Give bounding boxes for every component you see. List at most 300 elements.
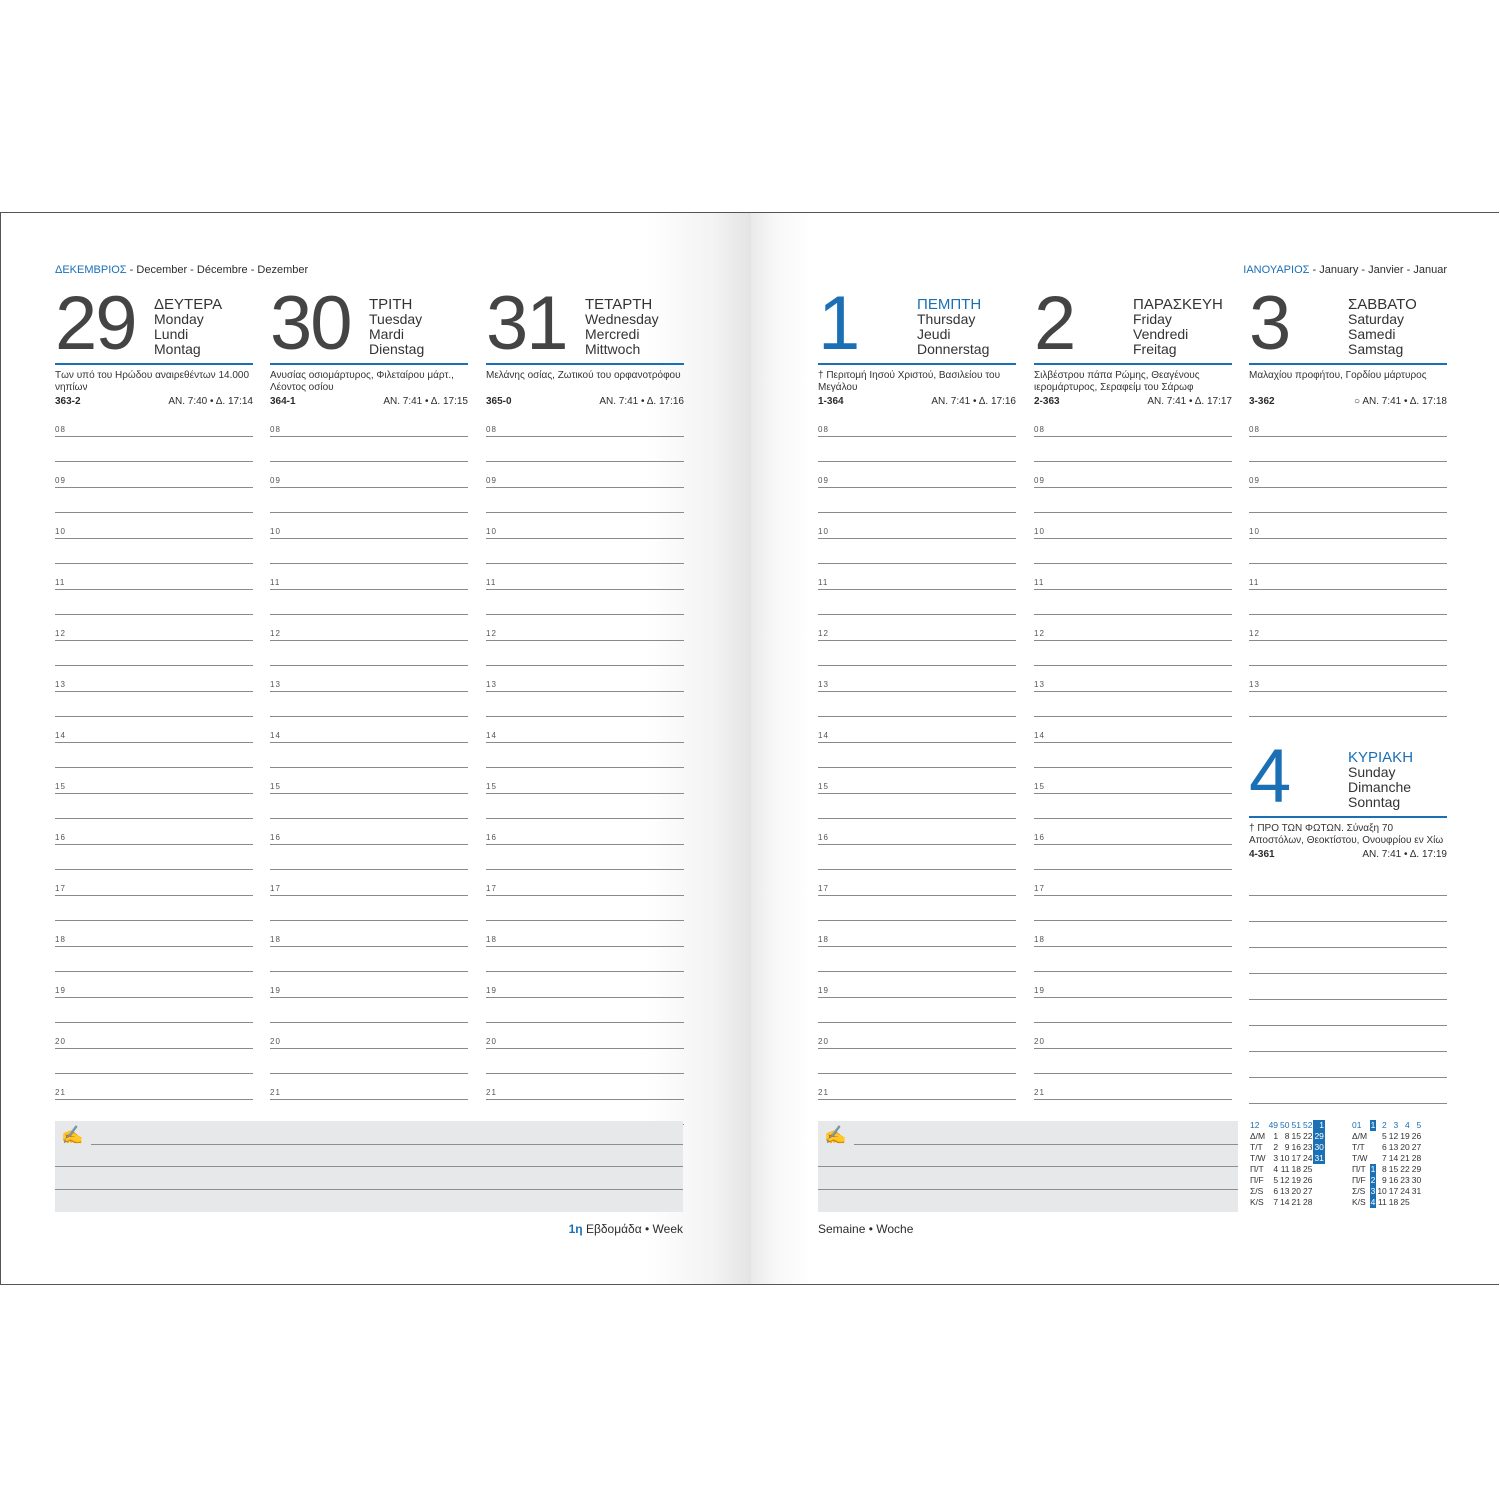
mini-day-cell: 21 [1400, 1153, 1410, 1163]
mini-day-cell: 7 [1382, 1153, 1387, 1163]
mini-day-cell: 29 [1314, 1131, 1324, 1141]
day-name-fr: Vendredi [1133, 326, 1189, 342]
half-hour-line [270, 716, 468, 717]
hour-line [1034, 997, 1232, 998]
half-hour-line [818, 1022, 1016, 1023]
day-names [917, 297, 989, 357]
hour-line [486, 895, 684, 896]
hour-label: 09 [1249, 476, 1260, 485]
pen-writing-icon: ✍ [61, 1125, 84, 1145]
mini-day-cell: 27 [1411, 1142, 1422, 1152]
hour-slot[interactable] [486, 423, 684, 474]
hour-line [55, 691, 253, 692]
day-of-year: 365-0 [486, 396, 512, 407]
day-name-en: Wednesday [585, 311, 659, 327]
mini-day-cell: 22 [1302, 1131, 1313, 1141]
day-of-year: 4-361 [1249, 849, 1275, 860]
hour-slot[interactable] [270, 1035, 468, 1086]
hour-slot[interactable] [270, 627, 468, 678]
day-names [1348, 750, 1413, 810]
hour-grid-1[interactable] [818, 423, 1016, 1137]
half-hour-line [1034, 665, 1232, 666]
notes-line [55, 1189, 683, 1190]
hour-label: 11 [486, 578, 497, 587]
hour-label: 17 [270, 884, 281, 893]
half-hour-line [818, 512, 1016, 513]
mini-day-cell: 3 [1370, 1186, 1376, 1196]
hour-line [818, 538, 1016, 539]
week-footer [569, 1222, 683, 1236]
half-hour-line [270, 971, 468, 972]
mini-day-cell: 27 [1302, 1186, 1313, 1196]
half-hour-line [55, 512, 253, 513]
hour-label: 19 [486, 986, 497, 995]
hour-line [818, 946, 1016, 947]
hour-line [818, 997, 1016, 998]
saint-note: Μαλαχίου προφήτου, Γορδίου μάρτυρος [1249, 370, 1427, 381]
mini-day-cell [1313, 1186, 1324, 1197]
hour-line [818, 640, 1016, 641]
day-name-fr: Mercredi [585, 326, 640, 342]
hour-line [818, 895, 1016, 896]
hour-slot[interactable] [1034, 984, 1232, 1035]
mini-day-cell [1411, 1197, 1422, 1208]
hour-line [1249, 589, 1447, 590]
hour-label: 14 [270, 731, 281, 740]
sunrise-sunset: ΑΝ. 7:41 • Δ. 17:16 [599, 396, 684, 407]
half-hour-line [55, 818, 253, 819]
half-hour-line [270, 512, 468, 513]
hour-label: 12 [55, 629, 66, 638]
half-hour-line [270, 563, 468, 564]
hour-label: 14 [55, 731, 66, 740]
hour-slot[interactable] [270, 678, 468, 729]
mini-weekday-label: Τ/Τ [1250, 1142, 1263, 1152]
day-2 [1034, 281, 1232, 410]
hour-line [486, 793, 684, 794]
hour-slot[interactable] [55, 933, 253, 984]
half-hour-line [1034, 563, 1232, 564]
hour-slot[interactable] [1249, 423, 1447, 474]
hour-label: 14 [818, 731, 829, 740]
half-hour-line [486, 818, 684, 819]
hour-line [486, 742, 684, 743]
hour-slot[interactable] [270, 882, 468, 933]
half-hour-line [55, 767, 253, 768]
hour-label: 14 [486, 731, 497, 740]
hour-line [1034, 640, 1232, 641]
hour-label: 15 [1034, 782, 1045, 791]
saint-note: Των υπό του Ηρώδου αναιρεθέντων 14.000 νηπίων [55, 370, 250, 393]
mini-weekday-label: Σ/S [1250, 1186, 1264, 1196]
hour-line [270, 691, 468, 692]
day-name-de: Donnerstag [917, 341, 990, 357]
hour-slot[interactable] [1034, 882, 1232, 933]
hour-slot[interactable] [818, 882, 1016, 933]
hour-grid-3[interactable] [1249, 423, 1447, 729]
hour-line [818, 436, 1016, 437]
hour-slot[interactable] [818, 525, 1016, 576]
hour-line [1034, 895, 1232, 896]
hour-slot[interactable] [486, 627, 684, 678]
month-greek: ΔΕΚΕΜΒΡΙΟΣ [55, 264, 127, 276]
notes-line [818, 1189, 1238, 1190]
half-hour-line [55, 971, 253, 972]
hour-label: 13 [270, 680, 281, 689]
hour-slot[interactable] [55, 882, 253, 933]
hour-slot[interactable] [486, 474, 684, 525]
hour-label: 16 [486, 833, 497, 842]
half-hour-line [486, 563, 684, 564]
mini-day-cell [1313, 1164, 1324, 1175]
day-name-fr: Jeudi [917, 326, 951, 342]
mini-day-cell: 18 [1388, 1197, 1399, 1207]
mini-weekday-label: Κ/S [1250, 1197, 1264, 1207]
day-of-year: 364-1 [270, 396, 296, 407]
hour-label: 17 [486, 884, 497, 893]
hour-slot[interactable] [1034, 831, 1232, 882]
half-hour-line [1249, 512, 1447, 513]
day-name-en: Thursday [917, 311, 976, 327]
hour-slot[interactable] [1249, 525, 1447, 576]
mini-day-cell [1370, 1131, 1377, 1142]
hour-slot[interactable] [486, 933, 684, 984]
hour-line [55, 844, 253, 845]
mini-day-cell: 5 [1382, 1131, 1387, 1141]
hour-line [1249, 691, 1447, 692]
hour-slot[interactable] [270, 525, 468, 576]
hour-line [486, 589, 684, 590]
mini-day-cell: 9 [1284, 1142, 1290, 1152]
hour-slot[interactable] [55, 984, 253, 1035]
hour-slot[interactable] [1249, 576, 1447, 627]
mini-day-cell: 10 [1280, 1153, 1290, 1163]
hour-slot[interactable] [270, 984, 468, 1035]
day-name-en: Tuesday [369, 311, 423, 327]
hour-slot[interactable] [818, 933, 1016, 984]
day-name-greek: ΠΑΡΑΣΚΕΥΗ [1133, 296, 1223, 313]
hour-line [55, 1099, 253, 1100]
hour-slot[interactable] [1034, 423, 1232, 474]
hour-grid-29[interactable] [55, 423, 253, 1137]
half-hour-line [1249, 665, 1447, 666]
mini-weekday-label: Σ/S [1352, 1186, 1366, 1196]
half-hour-line [1249, 614, 1447, 615]
hour-label: 21 [818, 1088, 829, 1097]
hour-slot[interactable] [1034, 780, 1232, 831]
hour-slot[interactable] [55, 729, 253, 780]
mini-day-cell: 4 [1273, 1164, 1279, 1174]
hour-slot[interactable] [1249, 627, 1447, 678]
day-name-en: Friday [1133, 311, 1172, 327]
hour-line [270, 844, 468, 845]
mini-day-cell: 1 [1370, 1164, 1376, 1174]
mini-week-number: 4 [1404, 1120, 1410, 1130]
half-hour-line [55, 563, 253, 564]
half-hour-line [1034, 818, 1232, 819]
mini-weekday-label: Π/Τ [1352, 1164, 1366, 1174]
hour-slot[interactable] [270, 729, 468, 780]
hour-slot[interactable] [1034, 474, 1232, 525]
hour-label: 11 [1249, 578, 1260, 587]
hour-slot[interactable] [55, 423, 253, 474]
hour-line [818, 1099, 1016, 1100]
mini-day-cell: 8 [1284, 1131, 1290, 1141]
mini-day-cell: 23 [1302, 1142, 1313, 1152]
mini-month-number: 01 [1352, 1120, 1362, 1130]
half-hour-line [486, 1022, 684, 1023]
mini-day-cell [1370, 1153, 1377, 1164]
hour-line [1249, 538, 1447, 539]
half-hour-line [818, 869, 1016, 870]
mini-day-cell: 25 [1302, 1164, 1313, 1174]
mini-day-cell: 12 [1280, 1175, 1290, 1185]
hour-label: 16 [270, 833, 281, 842]
hour-slot[interactable] [818, 474, 1016, 525]
hour-slot[interactable] [1034, 933, 1232, 984]
mini-day-cell: 17 [1291, 1153, 1301, 1163]
week-number: 1η [568, 1222, 583, 1236]
hour-line [270, 895, 468, 896]
hour-slot[interactable] [1034, 627, 1232, 678]
hour-line [1249, 640, 1447, 641]
half-hour-line [1034, 1022, 1232, 1023]
hour-line [55, 742, 253, 743]
hour-line [486, 538, 684, 539]
half-hour-line [1034, 971, 1232, 972]
notes-line [854, 1144, 1238, 1145]
hour-line [818, 1048, 1016, 1049]
mini-day-cell: 3 [1273, 1153, 1279, 1163]
hour-line [1034, 487, 1232, 488]
hour-label: 17 [1034, 884, 1045, 893]
hour-slot[interactable] [55, 576, 253, 627]
half-hour-line [818, 920, 1016, 921]
hour-slot[interactable] [818, 678, 1016, 729]
hour-slot[interactable] [55, 525, 253, 576]
half-hour-line [1034, 512, 1232, 513]
hour-line [270, 1099, 468, 1100]
hour-line [270, 946, 468, 947]
mini-day-cell: 10 [1377, 1186, 1387, 1196]
hour-label: 14 [1034, 731, 1045, 740]
day-name-de: Samstag [1348, 341, 1404, 357]
hour-line [1249, 487, 1447, 488]
mini-day-cell: 18 [1291, 1164, 1301, 1174]
hour-label: 08 [818, 425, 829, 434]
hour-slot[interactable] [1034, 1035, 1232, 1086]
hour-slot[interactable] [1034, 576, 1232, 627]
hour-slot[interactable] [818, 729, 1016, 780]
hour-slot[interactable] [1249, 474, 1447, 525]
hour-label: 10 [818, 527, 829, 536]
hour-slot[interactable] [486, 780, 684, 831]
hour-slot[interactable] [270, 474, 468, 525]
month-greek: ΙΑΝΟΥΑΡΙΟΣ [1243, 264, 1310, 276]
mini-day-cell [1313, 1175, 1324, 1186]
hour-label: 08 [270, 425, 281, 434]
hour-slot[interactable] [55, 831, 253, 882]
hour-line [55, 640, 253, 641]
hour-slot[interactable] [1249, 678, 1447, 729]
hour-slot[interactable] [818, 627, 1016, 678]
day-names [369, 297, 424, 357]
hour-slot[interactable] [486, 729, 684, 780]
hour-label: 20 [1034, 1037, 1045, 1046]
day-name-de: Dienstag [369, 341, 425, 357]
month-header-january [1243, 264, 1447, 276]
sunrise-sunset: ○ ΑΝ. 7:41 • Δ. 17:18 [1354, 396, 1447, 407]
hour-slot[interactable] [486, 678, 684, 729]
hour-line [1034, 538, 1232, 539]
half-hour-line [1034, 461, 1232, 462]
mini-day-cell: 13 [1280, 1186, 1290, 1196]
hour-slot[interactable] [818, 423, 1016, 474]
day-name-greek: ΔΕΥΤΕΡΑ [154, 296, 223, 313]
half-hour-line [1034, 767, 1232, 768]
hour-line [1034, 742, 1232, 743]
half-hour-line [818, 716, 1016, 717]
hour-slot[interactable] [1034, 729, 1232, 780]
hour-line [818, 793, 1016, 794]
hour-slot[interactable] [270, 780, 468, 831]
notes-box-right[interactable] [818, 1121, 1238, 1212]
half-hour-line [270, 920, 468, 921]
hour-label: 12 [270, 629, 281, 638]
hour-slot[interactable] [55, 1035, 253, 1086]
mini-day-cell: 6 [1382, 1142, 1387, 1152]
hour-line [270, 793, 468, 794]
day-name-de: Sonntag [1348, 794, 1401, 810]
hour-slot[interactable] [818, 984, 1016, 1035]
hour-line [55, 997, 253, 998]
hour-slot[interactable] [818, 576, 1016, 627]
mini-week-number: 49 [1268, 1120, 1279, 1130]
mini-day-cell: 31 [1411, 1186, 1422, 1196]
left-page [1, 213, 751, 1284]
hour-line [55, 436, 253, 437]
day-30 [270, 281, 468, 410]
hour-line [486, 436, 684, 437]
hour-line [486, 1099, 684, 1100]
hour-line [1034, 844, 1232, 845]
half-hour-line [818, 461, 1016, 462]
hour-slot[interactable] [55, 678, 253, 729]
hour-label: 21 [1034, 1088, 1045, 1097]
mini-day-cell: 4 [1370, 1197, 1376, 1207]
day-of-year: 363-2 [55, 396, 81, 407]
hour-label: 16 [55, 833, 66, 842]
hour-slot[interactable] [270, 576, 468, 627]
hour-slot[interactable] [270, 933, 468, 984]
day-31 [486, 281, 684, 410]
hour-slot[interactable] [55, 474, 253, 525]
hour-slot[interactable] [486, 831, 684, 882]
day-names [585, 297, 659, 357]
hour-line [55, 538, 253, 539]
notes-box-left[interactable] [55, 1121, 683, 1212]
half-hour-line [1249, 461, 1447, 462]
sunrise-sunset: ΑΝ. 7:41 • Δ. 17:16 [931, 396, 1016, 407]
hour-label: 08 [1249, 425, 1260, 434]
half-hour-line [486, 614, 684, 615]
hour-label: 13 [55, 680, 66, 689]
half-hour-line [486, 869, 684, 870]
day-name-fr: Dimanche [1348, 779, 1412, 795]
mini-weekday-label: Δ/Μ [1352, 1131, 1368, 1141]
hour-slot[interactable] [818, 831, 1016, 882]
hour-label: 15 [270, 782, 281, 791]
hour-label: 12 [1249, 629, 1260, 638]
hour-line [818, 742, 1016, 743]
hour-label: 18 [1034, 935, 1045, 944]
hour-slot[interactable] [486, 576, 684, 627]
mini-day-cell: 16 [1388, 1175, 1399, 1185]
hour-slot[interactable] [818, 780, 1016, 831]
hour-slot[interactable] [55, 627, 253, 678]
hour-label: 18 [486, 935, 497, 944]
hour-slot[interactable] [486, 525, 684, 576]
half-hour-line [270, 461, 468, 462]
hour-slot[interactable] [1034, 678, 1232, 729]
mini-day-cell: 19 [1291, 1175, 1301, 1185]
hour-slot[interactable] [1034, 525, 1232, 576]
hour-slot[interactable] [270, 423, 468, 474]
hour-grid-31[interactable] [486, 423, 684, 1137]
day-name-fr: Samedi [1348, 326, 1396, 342]
hour-slot[interactable] [818, 1035, 1016, 1086]
mini-weekday-label: Π/F [1250, 1175, 1264, 1185]
hour-grid-2[interactable] [1034, 423, 1232, 1137]
notes-line [55, 1166, 683, 1167]
hour-label: 18 [55, 935, 66, 944]
day-of-year: 2-363 [1034, 396, 1060, 407]
hour-label: 09 [486, 476, 497, 485]
hour-label: 21 [270, 1088, 281, 1097]
day-name-greek: ΤΕΤΑΡΤΗ [585, 296, 653, 313]
hour-line [55, 1048, 253, 1049]
hour-line [818, 589, 1016, 590]
hour-slot[interactable] [270, 831, 468, 882]
hour-grid-30[interactable] [270, 423, 468, 1137]
mini-day-cell: 26 [1411, 1131, 1422, 1141]
day-number: 3 [1249, 281, 1290, 366]
mini-day-cell [1313, 1197, 1324, 1208]
mini-week-number: 52 [1302, 1120, 1313, 1130]
hour-line [270, 742, 468, 743]
mini-day-cell: 13 [1388, 1142, 1399, 1152]
hour-label: 12 [818, 629, 829, 638]
mini-week-number: 2 [1382, 1120, 1387, 1130]
day-of-year: 3-362 [1249, 396, 1275, 407]
half-hour-line [818, 614, 1016, 615]
day-name-fr: Mardi [369, 326, 405, 342]
hour-slot[interactable] [486, 1035, 684, 1086]
half-hour-line [1034, 869, 1232, 870]
hour-label: 12 [1034, 629, 1045, 638]
hour-line [55, 487, 253, 488]
hour-slot[interactable] [486, 882, 684, 933]
sunday-lines[interactable] [1249, 870, 1447, 1104]
day-names [1133, 297, 1223, 357]
hour-slot[interactable] [486, 984, 684, 1035]
mini-day-cell [1370, 1142, 1377, 1153]
hour-slot[interactable] [55, 780, 253, 831]
hour-label: 13 [1249, 680, 1260, 689]
day-4-sunday [1249, 734, 1447, 863]
half-hour-line [818, 767, 1016, 768]
hour-label: 10 [55, 527, 66, 536]
